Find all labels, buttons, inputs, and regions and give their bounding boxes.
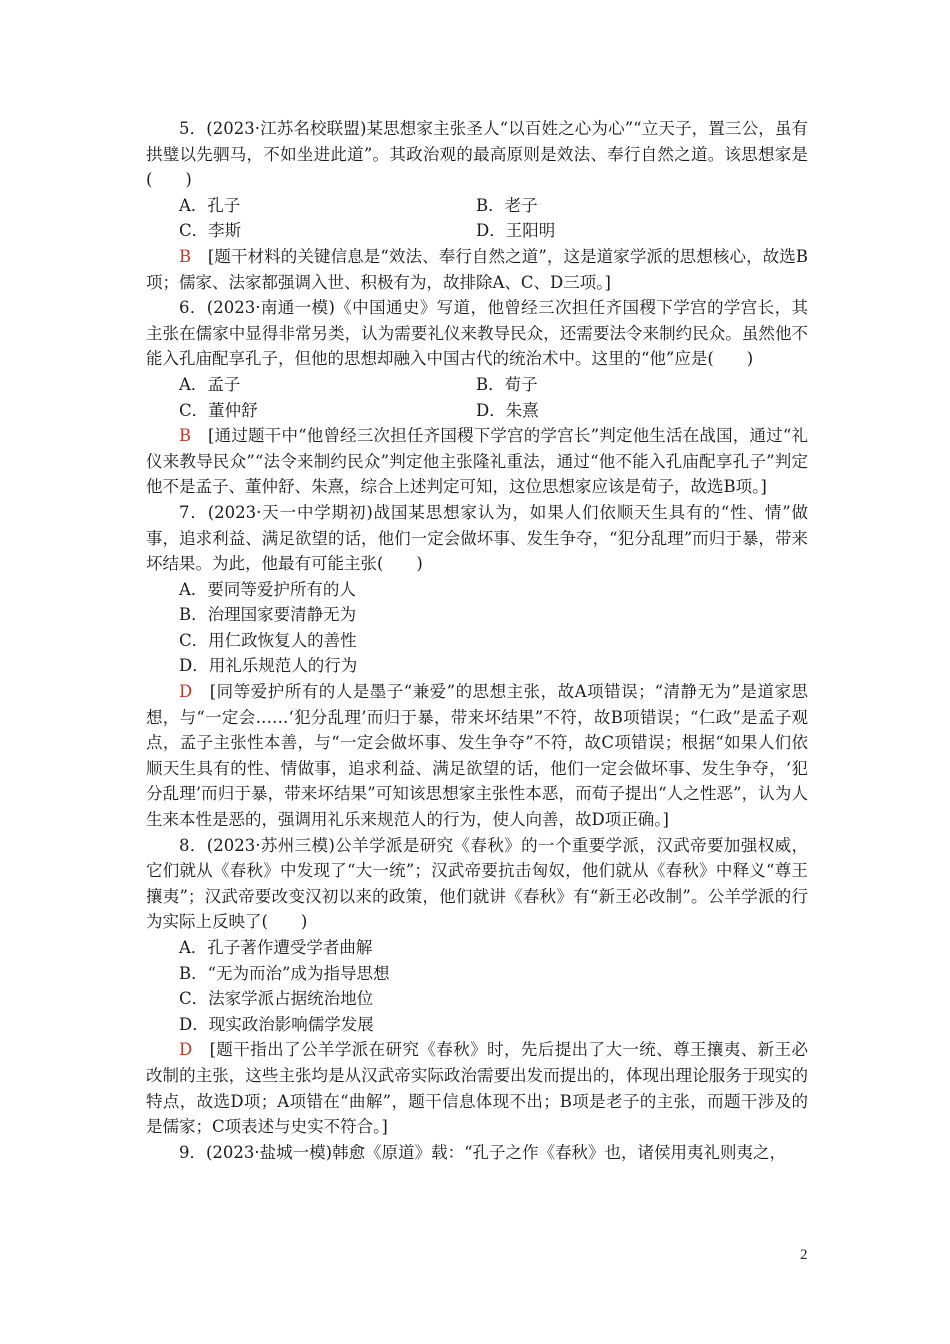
- question-8-answer: [146, 1037, 808, 1139]
- answer-letter: D: [179, 682, 193, 702]
- option-b: B．“无为而治”成为指导思想: [179, 963, 390, 983]
- answer-analysis: [题干指出了公羊学派在研究《春秋》时，先后提出了大一统、尊王攘夷、新王必改制的主张，这些主张均是从汉武帝实际政治需要出发而提出的，体现出理论服务于现实的特点，故选D项；A项错在“曲解”，题干信息体现不出；B项是老子的主张，而题干涉及的是儒家；C项表述与史实不符合。]: [146, 1040, 808, 1137]
- question-6-answer: [146, 423, 808, 500]
- option-a: A．孔子著作遭受学者曲解: [179, 938, 373, 957]
- page-number: 2: [800, 1247, 808, 1263]
- answer-analysis: [通过题干中“他曾经三次担任齐国稷下学宫的学宫长”判定他生活在战国，通过“礼仪来教导民众”“法令来制约民众”判定他主张隆礼重法，通过“他不能入孔庙配享孔子”判定他不是孟子、董仲舒、朱熹，综合上述判定可知，这位思想家应该是荀子，故选B项。]: [146, 426, 808, 497]
- answer-letter: D: [179, 1040, 193, 1060]
- question-5-answer: [146, 244, 808, 295]
- option-d: D．现实政治影响儒学发展: [179, 1014, 374, 1034]
- option-a: A．要同等爱护所有的人: [179, 579, 356, 599]
- option-c: C．法家学派占据统治地位: [179, 989, 374, 1009]
- option-d: D．朱熹: [476, 400, 539, 420]
- option-a: A．孟子: [179, 374, 241, 394]
- question-5-options-row-2: [146, 218, 808, 244]
- option-d: D．王阳明: [476, 221, 556, 241]
- question-9-stem: 9．(2023·盐城一模)韩愈《原道》载：“孔子之作《春秋》也，诸侯用夷礼则夷之，: [179, 1142, 787, 1162]
- option-c: C．董仲舒: [179, 400, 258, 420]
- question-7-answer: [146, 679, 808, 833]
- question-6-options-row-2: [146, 398, 808, 424]
- option-c: C．用仁政恢复人的善性: [179, 630, 357, 650]
- question-body: [146, 116, 808, 1165]
- answer-letter: B: [179, 246, 192, 266]
- answer-analysis: [同等爱护所有的人是墨子“兼爱”的思想主张，故A项错误；“清静无为”是道家思想，与“一定会……‘犯分乱理’而归于暴，带来坏结果”不符，故B项错误；“仁政”是孟子观点，孟子主张性本善，与“一定会做坏事、发生争夺”不符，故C项错误；根据“如果人们依顺天生具有的性、情做事，追求利益、满足欲望的话，他们一定会做坏事、发生争夺，‘犯分乱理’而归于暴，带来坏结果”可知该思想家主张性本恶，而荀子提出“人之性恶”，认为人生来本性是恶的，强调用礼乐来规范人的行为，使人向善，故D项正确。]: [146, 682, 808, 830]
- option-b: B．老子: [476, 195, 538, 215]
- question-6-options-row-1: [146, 372, 808, 398]
- option-b: B．治理国家要清静无为: [179, 605, 357, 625]
- option-a: A．孔子: [179, 195, 241, 215]
- option-b: B．荀子: [476, 374, 538, 394]
- option-c: C．李斯: [179, 221, 242, 241]
- question-7-stem: 7．(2023·天一中学期初)战国某思想家认为，如果人们依顺天生具有的“性、情”做事，追求利益、满足欲望的话，他们一定会做坏事、发生争夺，“犯分乱理”而归于暴，带来坏结果。为此，他最有可能主张( ): [146, 502, 808, 574]
- option-d: D．用礼乐规范人的行为: [179, 656, 358, 676]
- question-8-stem: 8．(2023·苏州三模)公羊学派是研究《春秋》的一个重要学派，汉武帝要加强权威，它们就从《春秋》中发现了“大一统”；汉武帝要抗击匈奴，他们就从《春秋》中释义“尊王攘夷”；汉武帝要改变汉初以来的政策，他们就讲《春秋》有“新王必改制”。公羊学派的行为实际上反映了( ): [146, 835, 808, 932]
- question-5-stem: 5．(2023·江苏名校联盟)某思想家主张圣人“以百姓之心为心”“立天子，置三公，虽有拱璧以先驷马，不如坐进此道”。其政治观的最高原则是效法、奉行自然之道。该思想家是( ): [146, 119, 808, 190]
- question-5-options-row-1: [146, 193, 808, 219]
- answer-analysis: [题干材料的关键信息是“效法、奉行自然之道”，这是道家学派的思想核心，故选B项；儒家、法家都强调入世、积极有为，故排除A、C、D三项。]: [146, 246, 808, 292]
- answer-letter: B: [179, 426, 192, 446]
- question-6-stem: 6．(2023·南通一模)《中国通史》写道，他曾经三次担任齐国稷下学宫的学宫长，其主张在儒家中显得非常另类，认为需要礼仪来教导民众，还需要法令来制约民众。虽然他不能入孔庙配享孔子，但他的思想却融入中国古代的统治术中。这里的“他”应是( ): [146, 298, 808, 369]
